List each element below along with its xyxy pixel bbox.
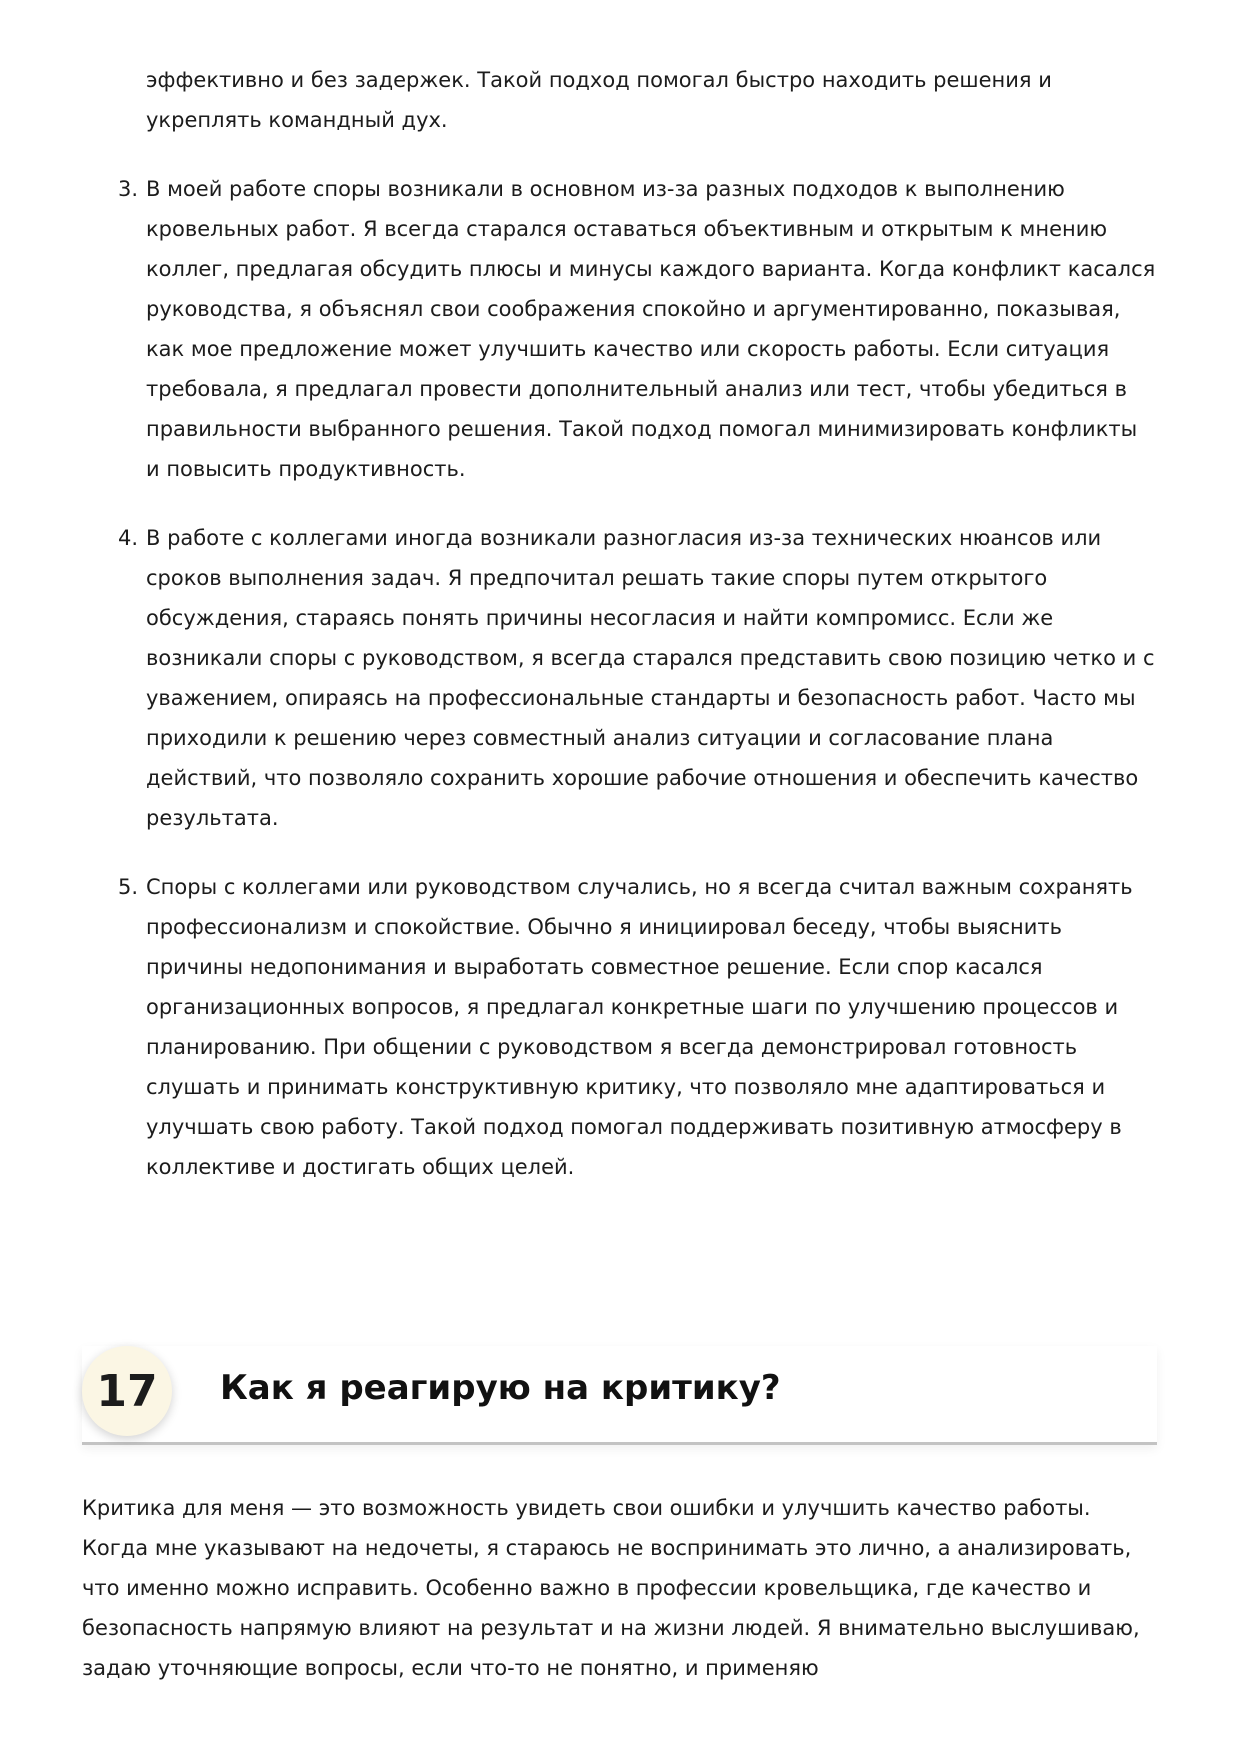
list-item-text: В работе с коллегами иногда возникали разногласия из-за технических нюансов или сроков выполнения задач. Я предпочитал решать такие споры путем открытого обсуждения, стараясь понять причины несогласия и найти компромисс. Если же возникали споры с руководством, я всегда старался представить свою позицию четко и с уважением, опираясь на профессиональные стандарты и безопасность работ. Часто мы приходили к решению через совместный анализ ситуации и согласование плана действий, что позволяло сохранить хорошие рабочие отношения и обеспечить качество результата. — [146, 526, 1155, 830]
list-item-text: В моей работе споры возникали в основном из-за разных подходов к выполнению кровельных работ. Я всегда старался оставаться объективным и открытым к мнению коллег, предлагая обсудить плюсы и минусы каждого варианта. Когда конфликт касался руководства, я объяснял свои соображения спокойно и аргументированно, показывая, как мое предложение может улучшить качество или скорость работы. Если ситуация требовала, я предлагал провести дополнительный анализ или тест, чтобы убедиться в правильности выбранного решения. Такой подход помогал минимизировать конфликты и повысить продуктивность. — [146, 177, 1156, 481]
list-item-number: 4. — [118, 526, 139, 550]
list-item — [118, 518, 1156, 838]
question-title: Как я реагирую на критику? — [220, 1368, 781, 1408]
list-item — [118, 867, 1156, 1187]
answer-paragraph: Критика для меня — это возможность увидеть свои ошибки и улучшить качество работы. Когда мне указывают на недочеты, я стараюсь не воспринимать это лично, а анализировать, что именно можно исправить. Особенно важно в профессии кровельщика, где качество и безопасность напрямую влияют на результат и на жизни людей. Я внимательно выслушиваю, задаю уточняющие вопросы, если что-то не понятно, и применяю — [82, 1496, 1140, 1680]
list-item-number: 5. — [118, 875, 139, 899]
list-item-text: Споры с коллегами или руководством случались, но я всегда считал важным сохранять профессионализм и спокойствие. Обычно я инициировал беседу, чтобы выяснить причины недопонимания и выработать совместное решение. Если спор касался организационных вопросов, я предлагал конкретные шаги по улучшению процессов и планированию. При общении с руководством я всегда демонстрировал готовность слушать и принимать конструктивную критику, что позволяло мне адаптироваться и улучшать свою работу. Такой подход помогал поддерживать позитивную атмосферу в коллективе и достигать общих целей. — [146, 875, 1133, 1179]
question-header — [82, 1346, 1157, 1445]
list-item-number: 3. — [118, 177, 139, 201]
list-item-text: эффективно и без задержек. Такой подход помогал быстро находить решения и укреплять командный дух. — [146, 68, 1052, 132]
answer-list — [118, 60, 1156, 1216]
list-item — [118, 169, 1156, 489]
question-number-badge: 17 — [82, 1346, 172, 1436]
list-item — [146, 60, 1156, 140]
